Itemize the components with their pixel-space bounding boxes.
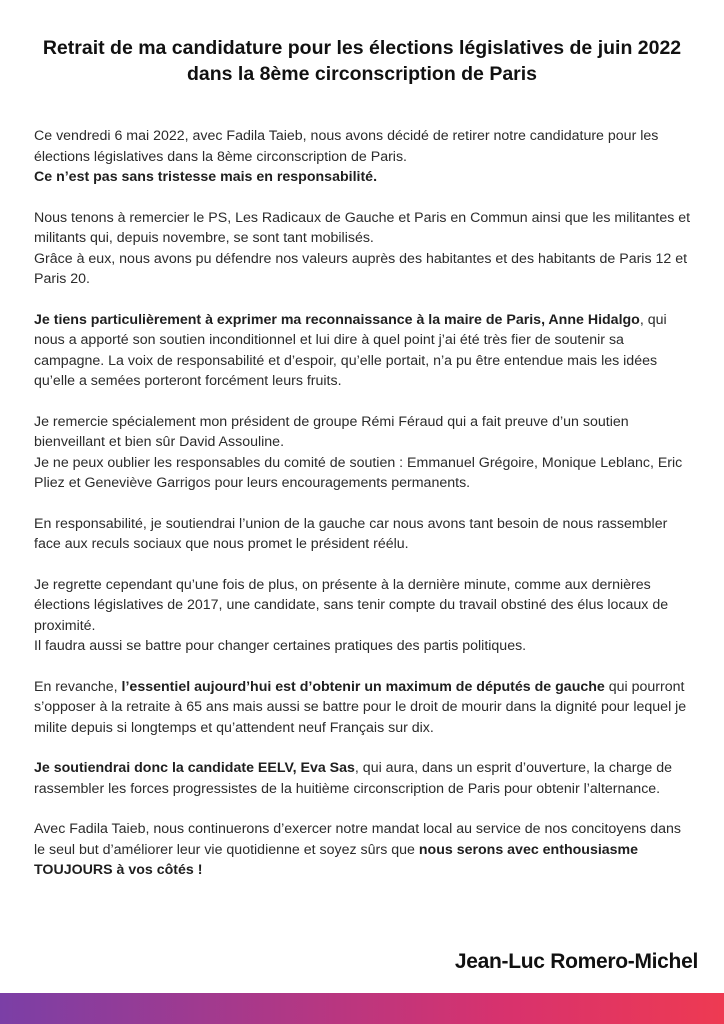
paragraph-8 (34, 758, 694, 799)
paragraph-5 (34, 514, 694, 555)
paragraph-7-text-2: qui pourront s’opposer à la retraite à 65 ans mais aussi se battre pour le droit de mourir dans la dignité pour lequel je milite depuis si longtemps et qu’attendent neuf Français sur dix. (34, 678, 687, 736)
paragraph-3 (34, 310, 694, 392)
paragraph-3-text: , qui nous a apporté son soutien inconditionnel et lui dire à quel point j’ai été très fier de soutenir sa campagne. La voix de responsabilité et d’espoir, qu’elle portait, n’a pu être entendue mais les idées qu’elle a semées porteront forcément leurs fruits. (34, 311, 667, 389)
paragraph-2-text: Nous tenons à remercier le PS, Les Radicaux de Gauche et Paris en Commun ainsi que les militantes et militants qui, depuis novembre, se sont tant mobilisés. (34, 209, 691, 246)
paragraph-6 (34, 575, 694, 657)
paragraph-1 (34, 126, 694, 188)
paragraph-9-text: Avec Fadila Taieb, nous continuerons d’exercer notre mandat local au service de nos concitoyens dans le seul but d’améliorer leur vie quotidienne et soyez sûrs que (34, 821, 681, 858)
paragraph-8-text: , qui aura, dans un esprit d’ouverture, la charge de rassembler les forces progressistes de la huitième circonscription de Paris pour obtenir l’alternance. (34, 760, 672, 797)
paragraph-1-text: Ce vendredi 6 mai 2022, avec Fadila Taieb, nous avons décidé de retirer notre candidature pour les élections législatives dans la 8ème circonscription de Paris. (34, 128, 659, 165)
paragraph-4-text-2: Je ne peux oublier les responsables du comité de soutien : Emmanuel Grégoire, Monique Leblanc, Eric Pliez et Geneviève Garrigos pour leurs encouragements permanents. (34, 454, 683, 491)
paragraph-7 (34, 677, 694, 739)
paragraph-7-text: En revanche, (34, 678, 122, 695)
paragraph-4 (34, 412, 694, 494)
paragraph-8-bold: Je soutiendrai donc la candidate EELV, Eva Sas (34, 760, 355, 776)
paragraph-9 (34, 819, 694, 881)
paragraph-9-bold: nous serons avec enthousiasme TOUJOURS à vos côtés ! (34, 841, 639, 878)
signature: Jean-Luc Romero-Michel (454, 950, 698, 973)
document-title: Retrait de ma candidature pour les élections législatives de juin 2022 dans la 8ème circonscription de Paris (42, 37, 682, 85)
footer-gradient-bar (0, 993, 724, 1024)
paragraph-5-text: En responsabilité, je soutiendrai l’union de la gauche car nous avons tant besoin de nous rassembler face aux reculs sociaux que nous promet le président réélu. (34, 515, 668, 552)
paragraph-4-text: Je remercie spécialement mon président de groupe Rémi Féraud qui a fait preuve d’un soutien bienveillant et bien sûr David Assouline. (34, 413, 629, 450)
paragraph-7-bold: l’essentiel aujourd’hui est d’obtenir un maximum de députés de gauche (121, 678, 605, 695)
letter-body (34, 126, 694, 901)
paragraph-1-bold: Ce n’est pas sans tristesse mais en responsabilité. (34, 169, 378, 185)
paragraph-2 (34, 208, 694, 290)
paragraph-2-text-2: Grâce à eux, nous avons pu défendre nos valeurs auprès des habitantes et des habitants de Paris 12 et Paris 20. (34, 250, 688, 287)
paragraph-6-text: Je regrette cependant qu’une fois de plus, on présente à la dernière minute, comme aux dernières élections législatives de 2017, une candidate, sans tenir compte du travail obstiné des élus locaux de proximité. (34, 576, 669, 634)
paragraph-3-bold: Je tiens particulièrement à exprimer ma reconnaissance à la maire de Paris, Anne Hidalgo (34, 311, 640, 328)
paragraph-6-text-2: Il faudra aussi se battre pour changer certaines pratiques des partis politiques. (34, 638, 527, 654)
